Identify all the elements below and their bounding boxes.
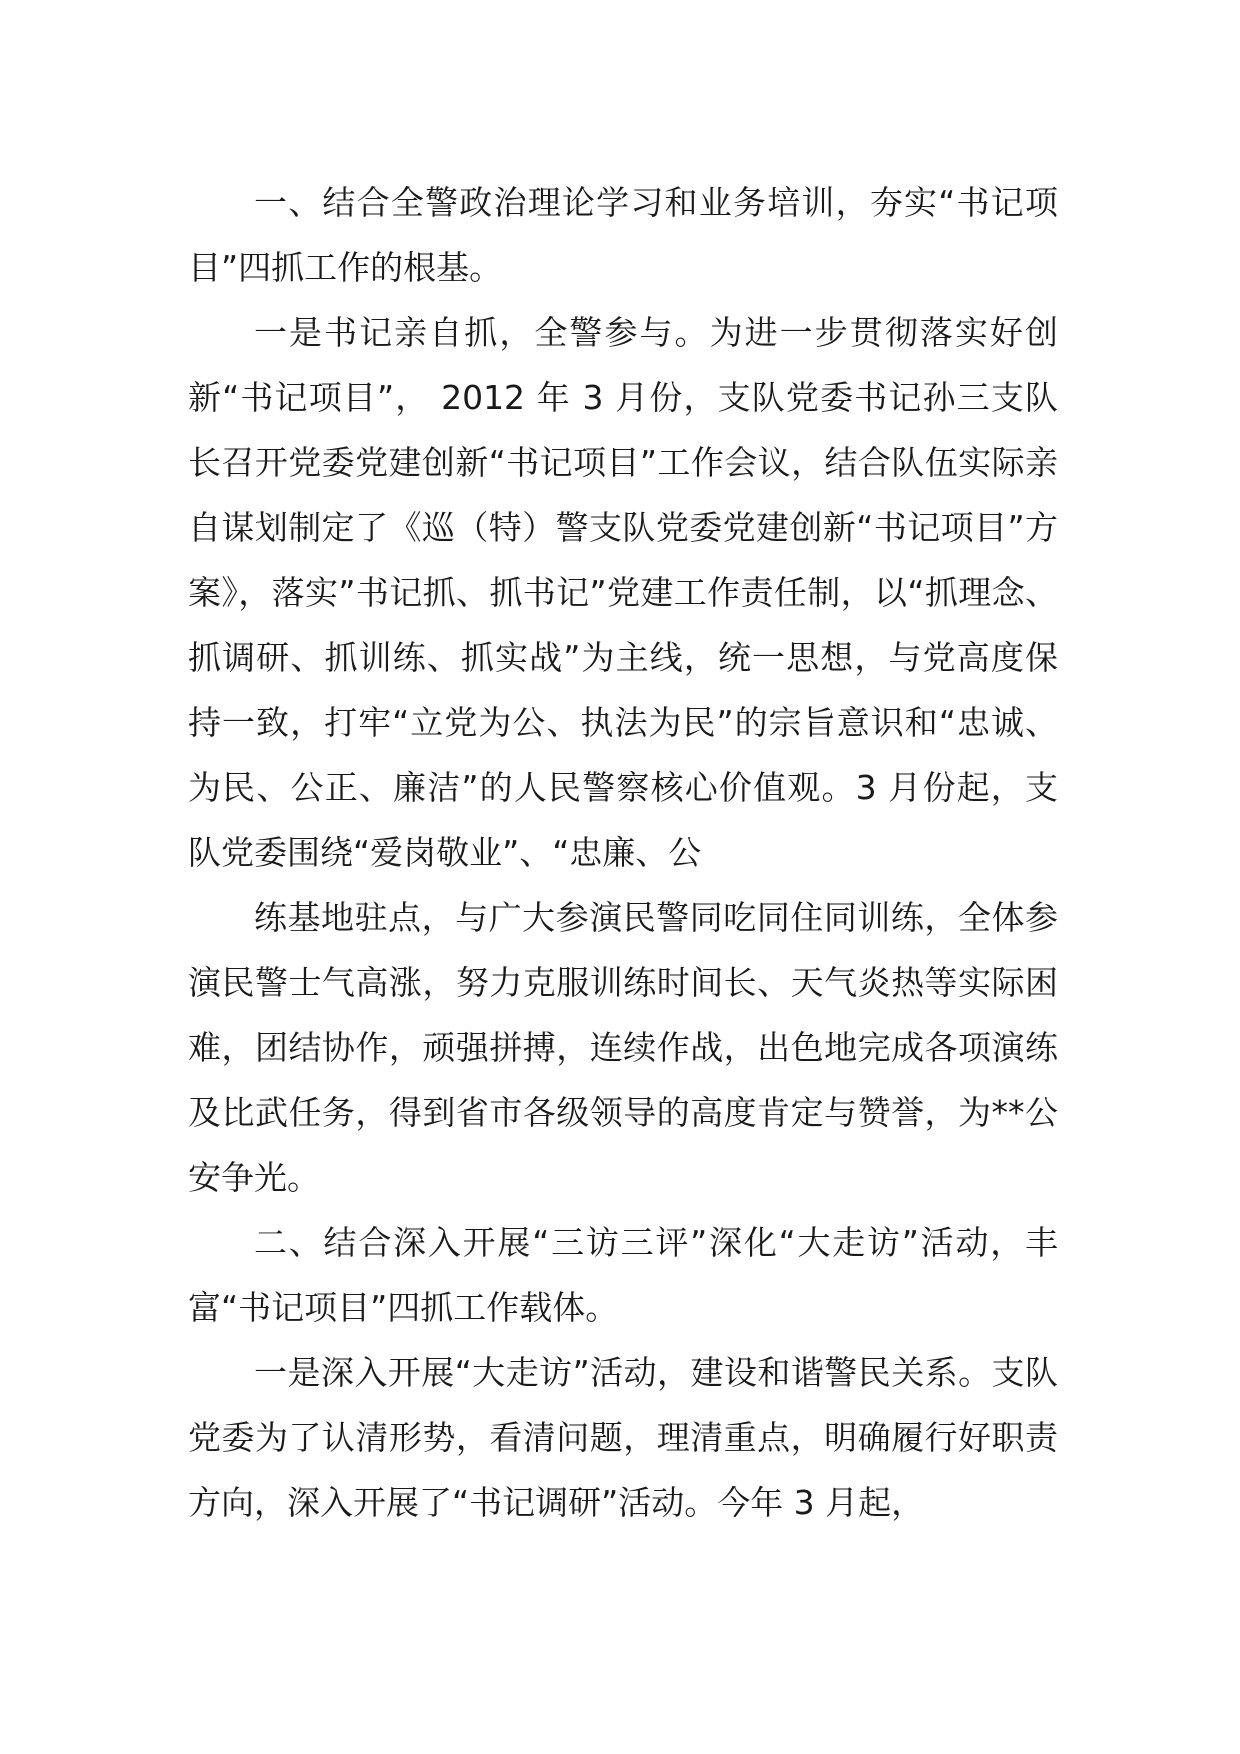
paragraph-big-visit: 一是深入开展“大走访”活动，建设和谐警民关系。支队党委为了认清形势，看清问题，理清重点，明确履行好职责方向，深入开展了“书记调研”活动。今年 3 月起， [188, 1353, 1058, 1522]
paragraph-secretary-leads: 一是书记亲自抓，全警参与。为进一步贯彻落实好创新“书记项目”， 2012 年 3 月份，支队党委书记孙三支队长召开党委党建创新“书记项目”工作会议，结合队伍实际亲自谋划制定了《巡（特）警支队党委党建创新“书记项目”方案》，落实”书记抓、抓书记”党建工作责任制，以“抓理念、抓调研、抓训练、抓实战”为主线，统一思想，与党高度保持一致，打牢“立党为公、执法为民”的宗旨意识和“忠诚、为民、公正、廉洁”的人民警察核心价值观。3 月份起，支队党委围绕“爱岗敬业”、“忠廉、公 [188, 313, 1058, 872]
document-body [188, 170, 1058, 1535]
paragraph-section-two-heading: 二、结合深入开展“三访三评”深化“大走访”活动，丰富“书记项目”四抓工作载体。 [188, 1223, 1058, 1327]
paragraph-training-base: 练基地驻点，与广大参演民警同吃同住同训练，全体参演民警士气高涨，努力克服训练时间长、天气炎热等实际困难，团结协作，顽强拼搏，连续作战，出色地完成各项演练及比武任务，得到省市各级领导的高度肯定与赞誉，为**公安争光。 [188, 898, 1058, 1197]
paragraph-section-one-heading: 一、结合全警政治理论学习和业务培训，夯实“书记项目”四抓工作的根基。 [188, 183, 1058, 287]
